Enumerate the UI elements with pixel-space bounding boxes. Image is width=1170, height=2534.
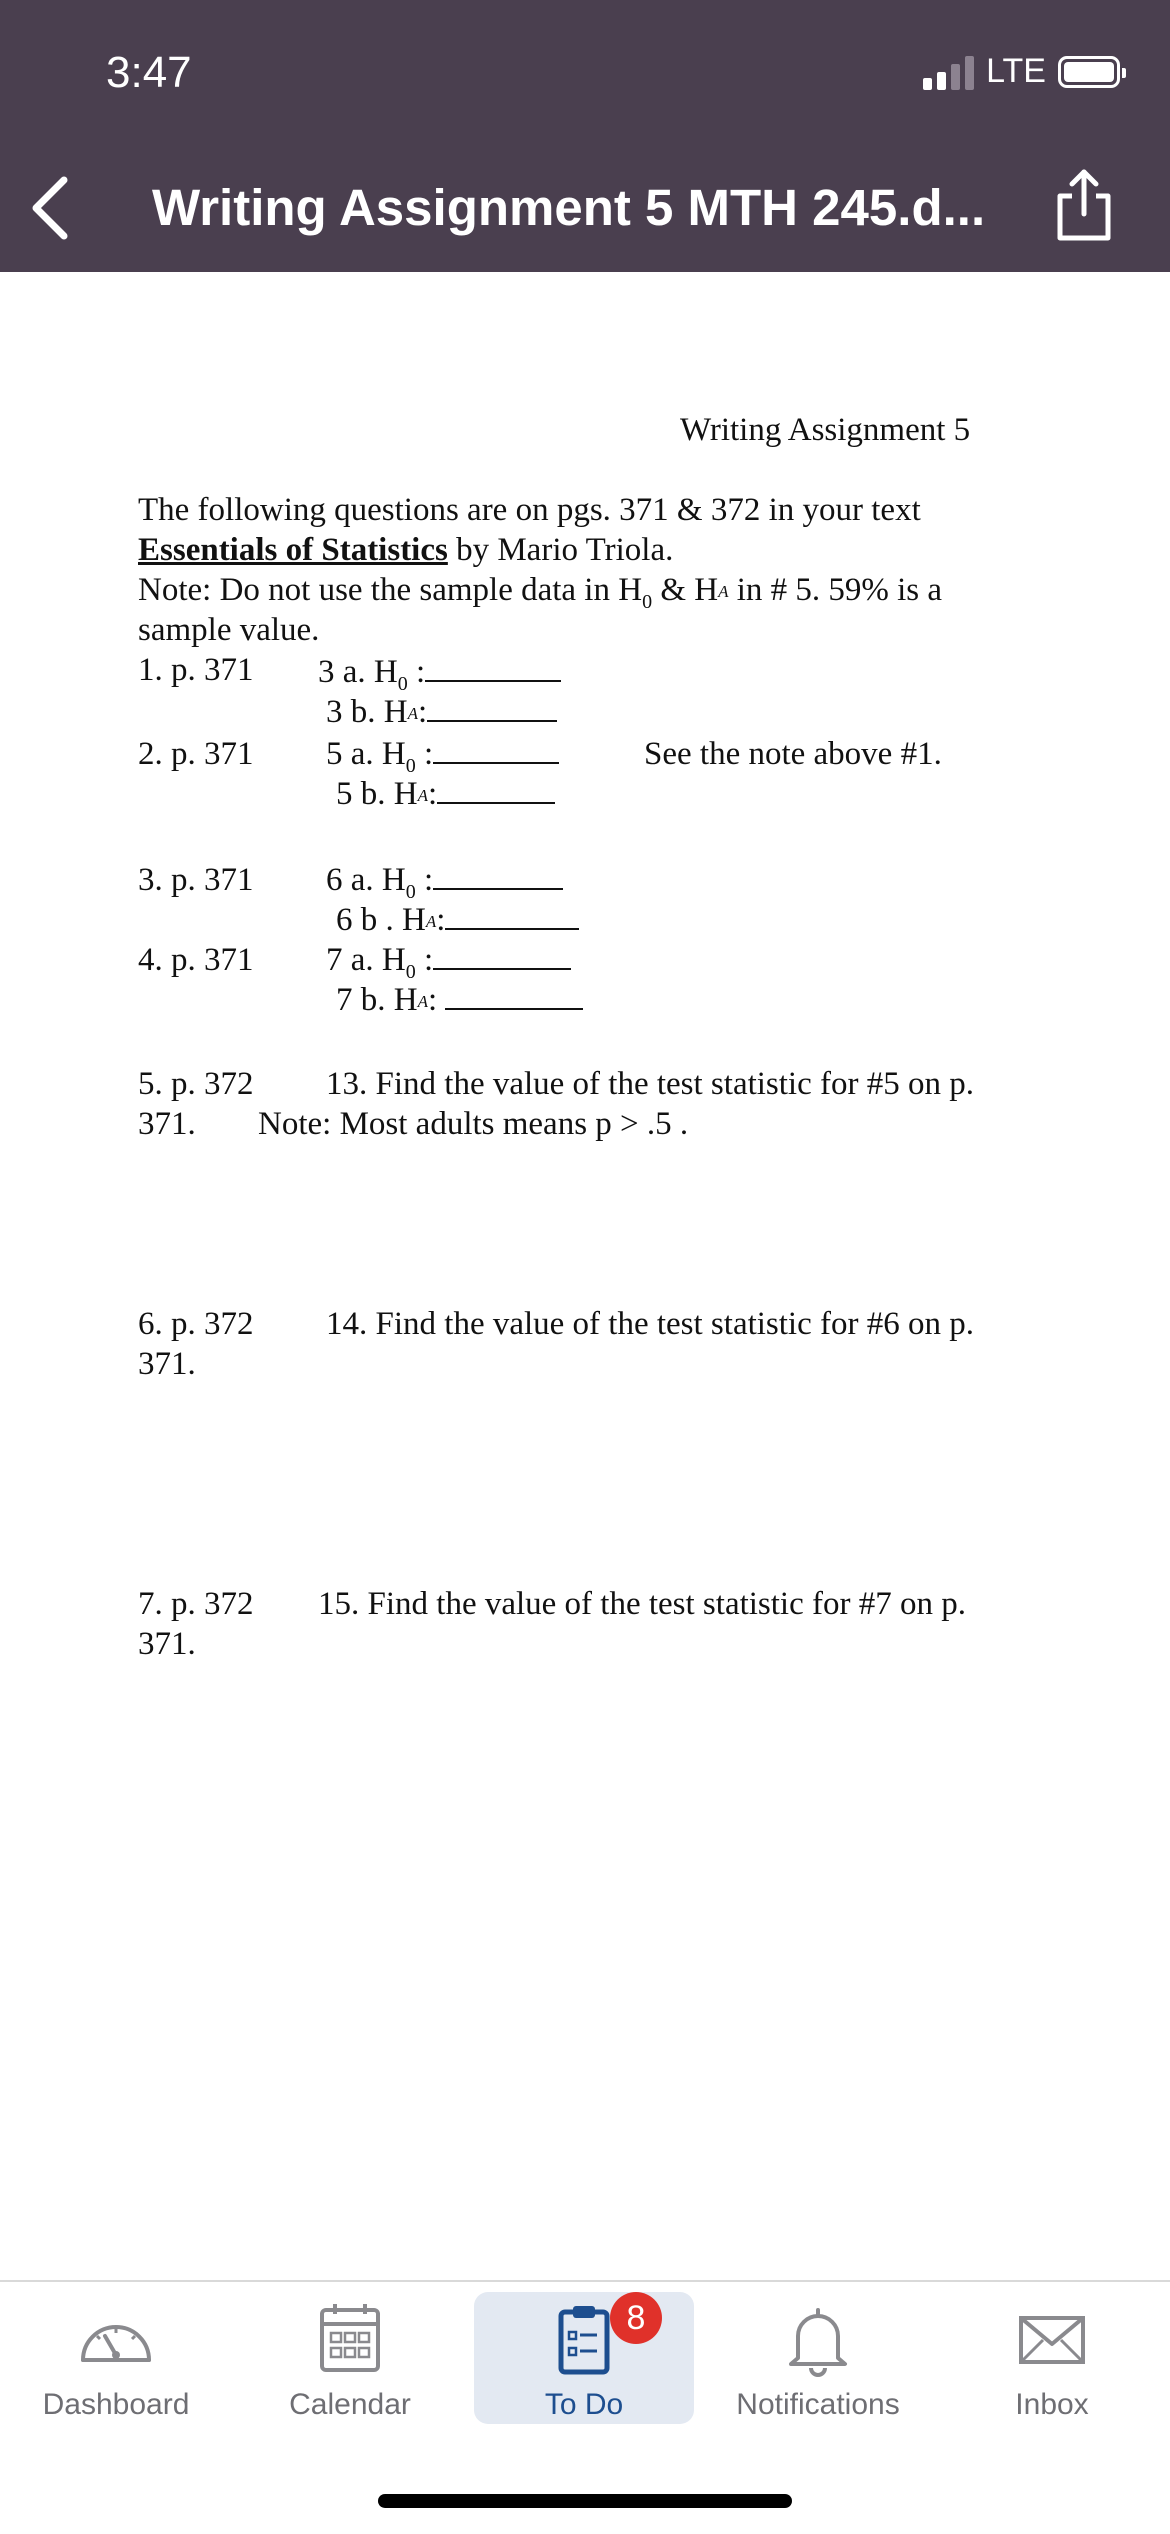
envelope-icon	[1007, 2300, 1097, 2380]
q6-text: 14. Find the value of the test statistic for #6 on p.	[326, 1306, 974, 1342]
tab-dashboard[interactable]	[6, 2292, 226, 2424]
q1-ha: 3 b. HA:	[326, 692, 557, 734]
app-header	[0, 0, 1170, 272]
battery-icon	[1058, 56, 1120, 88]
q5-note: Note: Most adults means p > .5 .	[258, 1106, 689, 1142]
q6-page: 371.	[138, 1346, 196, 1382]
book-title: Essentials of Statistics	[138, 532, 448, 568]
q6-label: 6. p. 372	[138, 1306, 254, 1342]
q2-see-note: See the note above #1.	[644, 736, 942, 772]
doc-note: Note: Do not use the sample data in $H_0$ & HA in # 5. 59% is a	[138, 572, 943, 613]
q1-label: 1. p. 371	[138, 652, 254, 688]
q4-h0: 7 a. $H_0$ :	[326, 940, 571, 992]
tab-notifications[interactable]	[708, 2292, 928, 2424]
book-author: by Mario Triola.	[447, 532, 674, 568]
network-label: LTE	[986, 52, 1046, 90]
q3-label: 3. p. 371	[138, 862, 254, 898]
tab-notifications-label: Notifications	[736, 2388, 900, 2421]
q2-ha: 5 b. HA:	[336, 774, 555, 816]
bell-icon	[773, 2300, 863, 2380]
q5-label: 5. p. 372	[138, 1066, 254, 1102]
q7-page: 371.	[138, 1626, 196, 1662]
q7-text: 15. Find the value of the test statistic for #7 on p.	[318, 1586, 966, 1622]
tab-inbox-label: Inbox	[1015, 2388, 1089, 2421]
status-time: 3:47	[106, 48, 192, 97]
q7-label: 7. p. 372	[138, 1586, 254, 1622]
home-indicator[interactable]	[378, 2494, 792, 2508]
q4-ha: 7 b. HA:	[336, 980, 583, 1022]
signal-icon	[923, 54, 974, 90]
q3-ha: 6 b . HA:	[336, 900, 579, 942]
q2-h0: 5 a. $H_0$ :	[326, 734, 559, 786]
status-indicators	[923, 52, 1120, 91]
todo-count-badge: 8	[610, 2292, 662, 2344]
tab-calendar-label: Calendar	[289, 2388, 411, 2421]
tab-dashboard-label: Dashboard	[42, 2388, 190, 2421]
tab-todo[interactable]	[474, 2292, 694, 2424]
q5-text: 13. Find the value of the test statistic for #5 on p.	[326, 1066, 974, 1102]
doc-heading: Writing Assignment 5	[680, 412, 971, 448]
page-title: Writing Assignment 5 MTH 245.d...	[152, 179, 986, 236]
document-view[interactable]	[0, 272, 1170, 2280]
q1-h0: 3 a. $H_0$ :	[318, 652, 561, 704]
q4-label: 4. p. 371	[138, 942, 254, 978]
calendar-icon	[305, 2300, 395, 2380]
doc-book-line	[138, 530, 673, 570]
tab-todo-label: To Do	[544, 2388, 624, 2421]
q5-page: 371.	[138, 1106, 196, 1142]
tab-inbox[interactable]	[942, 2292, 1162, 2424]
dashboard-gauge-icon	[71, 2300, 161, 2380]
doc-note-cont: sample value.	[138, 612, 320, 648]
q2-label: 2. p. 371	[138, 736, 254, 772]
share-icon[interactable]	[1052, 166, 1116, 242]
q3-h0: 6 a. $H_0$ :	[326, 860, 563, 912]
back-chevron-icon[interactable]	[22, 172, 82, 244]
tab-calendar[interactable]	[240, 2292, 460, 2424]
doc-intro: The following questions are on pgs. 371 & 372 in your text	[138, 492, 921, 528]
